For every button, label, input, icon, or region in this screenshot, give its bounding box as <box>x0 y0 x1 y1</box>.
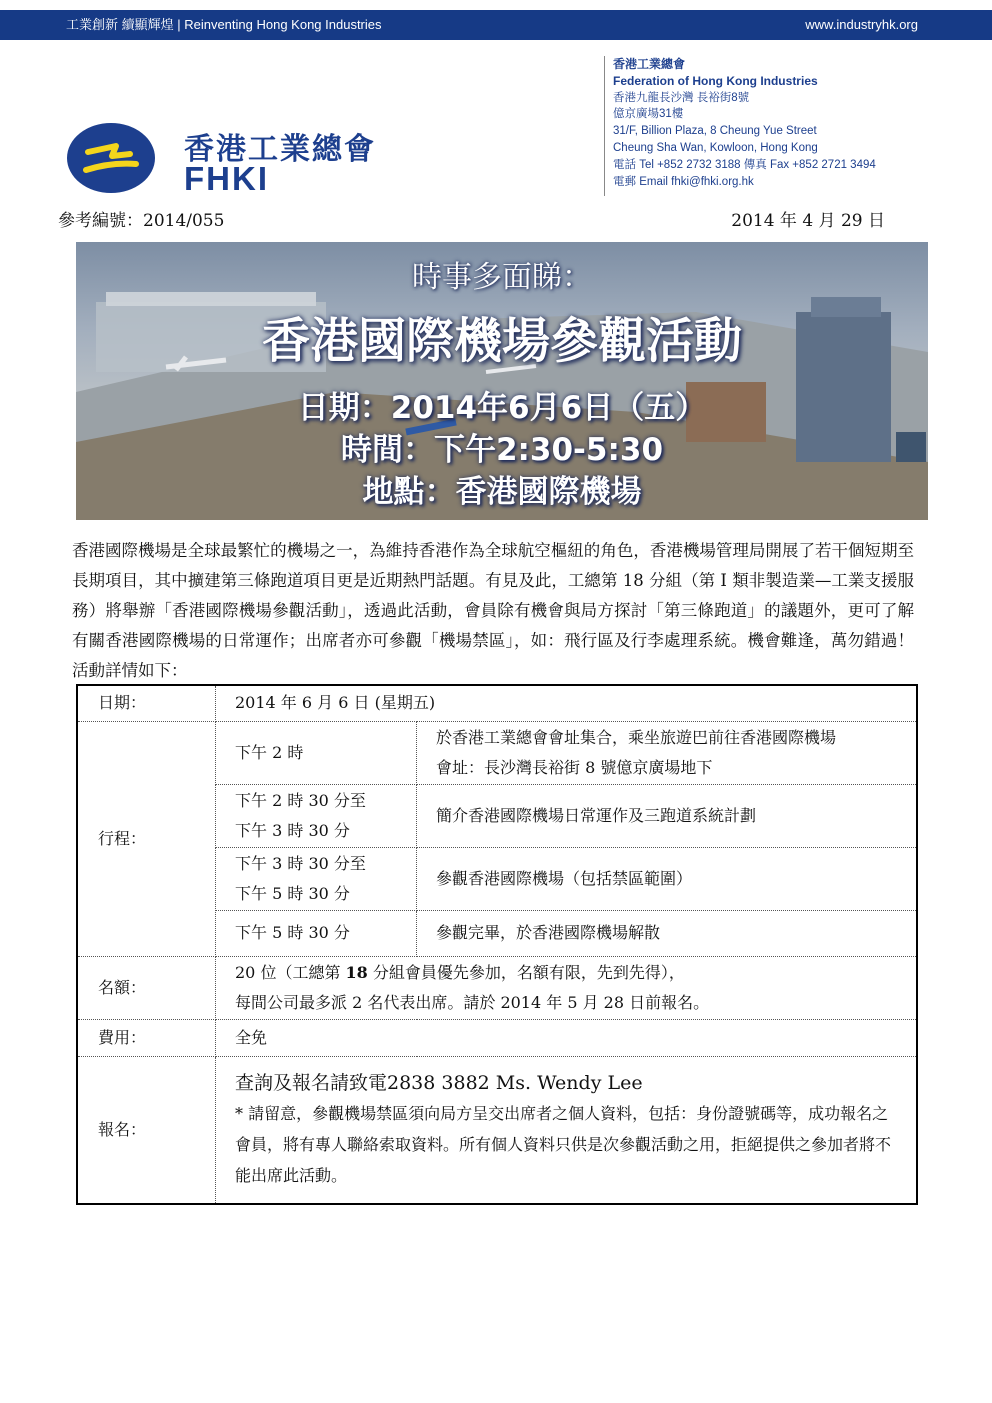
register-value <box>216 1056 918 1204</box>
itinerary-time: 下午 3 時 30 分至 下午 5 時 30 分 <box>216 847 417 910</box>
itinerary-desc: 參觀香港國際機場（包括禁區範圍） <box>417 847 918 910</box>
banner-subtitle: 時事多面睇： <box>412 260 592 295</box>
itinerary-time: 下午 2 時 <box>216 721 417 784</box>
email[interactable]: 電郵 Email fhki@fhki.org.hk <box>613 175 754 188</box>
quota-label: 名額： <box>77 956 216 1019</box>
privacy-note: * 請留意，參觀機場禁區須向局方呈交出席者之個人資料，包括：身份證號碼等，成功報名之會員，將有專人聯絡索取資料。所有個人資料只供是次參觀活動之用，拒絕提供之參加者將不能出席此活動。 <box>235 1104 892 1186</box>
banner-venue: 地點：香港國際機場 <box>362 474 642 510</box>
logo-english-name: FHKI <box>184 160 269 197</box>
intro-paragraph: 香港國際機場是全球最繁忙的機場之一，為維持香港作為全球航空樞紐的角色，香港機場管理局開展了若干個短期至長期項目，其中擴建第三條跑道項目更是近期熱門話題。有見及此，工總第 18 分組（第 I 類非製造業—工業支援服務）將舉辦「香港國際機場參觀活動」，透過此活動，會員除有機會與局方探討「第三條跑道」的議題外，更可了解有關香港國際機場的日常運作；出席者亦可參觀「機場禁區」，如：飛行區及行李處理系統。機會難逢，萬勿錯過！活動詳情如下： <box>72 541 914 680</box>
logo-chinese-name: 香港工業總會 <box>184 132 376 167</box>
fee-label: 費用： <box>77 1019 216 1056</box>
header-tagline: 工業創新 續顯輝煌 | Reinventing Hong Kong Industries <box>66 17 382 32</box>
date-value: 2014 年 6 月 6 日 (星期五) <box>216 685 918 721</box>
table-row-quota <box>77 956 917 1019</box>
quota-value: 20 位（工總第 18 分組會員優先參加，名額有限，先到先得）， 每間公司最多派 2 名代表出席。請於 2014 年 5 月 28 日前報名。 <box>216 956 918 1019</box>
contact-block <box>604 56 876 196</box>
address-cn-line1: 香港九龍長沙灣 長裕街8號 <box>613 91 750 104</box>
banner-title: 香港國際機場參觀活動 <box>261 313 742 369</box>
org-name-en: Federation of Hong Kong Industries <box>613 73 818 88</box>
table-row-register <box>77 1056 917 1204</box>
itinerary-desc: 參觀完畢，於香港國際機場解散 <box>417 910 918 956</box>
register-label: 報名： <box>77 1056 216 1204</box>
itinerary-time: 下午 2 時 30 分至 下午 3 時 30 分 <box>216 784 417 847</box>
banner-time: 時間：下午2:30-5:30 <box>340 432 664 468</box>
banner-date: 日期：2014年6月6日（五） <box>297 390 707 426</box>
header-bar <box>0 10 992 40</box>
fhki-logo-icon <box>66 122 156 194</box>
itinerary-desc: 於香港工業總會會址集合，乘坐旅遊巴前往香港國際機場 會址：長沙灣長裕街 8 號億京廣場地下 <box>417 721 918 784</box>
reference-number: 參考編號：2014/055 <box>58 211 225 231</box>
event-details-table <box>76 684 918 1205</box>
address-en-line2: Cheung Sha Wan, Kowloon, Hong Kong <box>613 141 818 154</box>
event-banner <box>76 242 928 520</box>
table-row-fee <box>77 1019 917 1056</box>
org-name-cn: 香港工業總會 <box>613 57 686 71</box>
inquiry-line: 查詢及報名請致電2838 3882 Ms. Wendy Lee <box>235 1072 643 1095</box>
address-cn-line2: 億京廣場31樓 <box>613 108 684 121</box>
phone-fax: 電話 Tel +852 2732 3188 傳真 Fax +852 2721 3494 <box>613 158 876 171</box>
table-row <box>77 721 917 784</box>
itinerary-desc: 簡介香港國際機場日常運作及三跑道系統計劃 <box>417 784 918 847</box>
address-en-line1: 31/F, Billion Plaza, 8 Cheung Yue Street <box>613 125 817 138</box>
header-website[interactable]: www.industryhk.org <box>805 17 918 32</box>
document-date: 2014 年 4 月 29 日 <box>731 211 885 231</box>
table-row-date <box>77 685 917 721</box>
fee-value: 全免 <box>216 1019 918 1056</box>
date-label: 日期： <box>77 685 216 721</box>
itinerary-label: 行程： <box>77 721 216 956</box>
itinerary-time: 下午 5 時 30 分 <box>216 910 417 956</box>
